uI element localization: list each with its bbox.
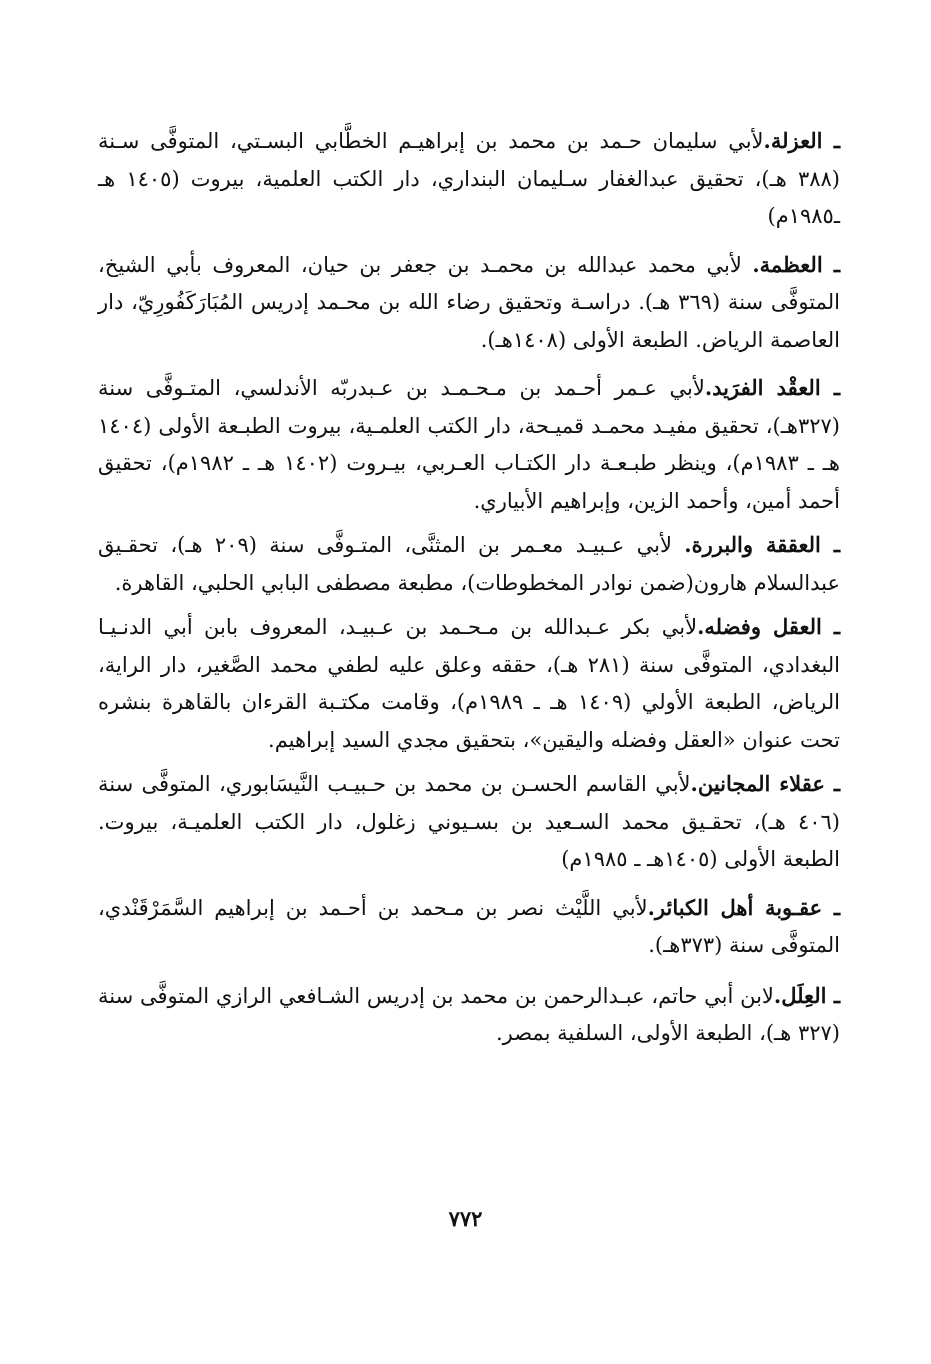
- bibliography-entry: [98, 608, 840, 759]
- entry-title: ـ العظمة.: [752, 251, 841, 277]
- entry-body: لابن أبي حاتم، عبـدالرحمن بن محمد بن إدريس الشـافعي الرازي المتوفَّى سنة (٣٢٧ هـ)، الطبعة الأولى، السلفية بمصر.: [98, 983, 840, 1045]
- bibliography-entry: [98, 889, 840, 965]
- entry-body: لأبي عـبيـد معـمر بن المثنَّى، المتـوفَّى سنة (٢٠٩ هـ)، تحقـيق عبدالسلام هارون(ضمن نوادر المخطوطات)، مطبعة مصطفى البابي الحلبي، القاهرة.: [98, 533, 840, 595]
- entry-body: لأبي بكر عـبدالله بن مـحـمد بن عـبيـد، المعروف بابن أبي الدنـيـا البغدادي، المتوفَّى سنة (٢٨١ هـ)، حققه وعلق عليه لطفي محمد الصَّغير، دار الراية، الرياض، الطبعة الأولي (١٤٠٩ هـ ـ ١٩٨٩م)، وقامت مكتـبة القرءان بالقاهرة بنشره تحت عنوان «العقل وفضله واليقين»، بتحقيق مجدي السيد إبراهيم.: [98, 615, 840, 752]
- page-number: ٧٧٢: [448, 1206, 483, 1231]
- bibliography-entry: [98, 765, 840, 879]
- bibliography-entry: [98, 526, 840, 602]
- entry-body: لأبي محمد عبدالله بن محمـد بن جعفر بن حيان، المعروف بأبي الشيخ، المتوفَّى سنة (٣٦٩ هـ). دراسـة وتحقيق رضاء الله بن محـمد إدريس المُبَارَكَفُورِيّ، دار العاصمة الرياض. الطبعة الأولى (١٤٠٨هـ).: [98, 252, 840, 352]
- entry-title: ـ العقْد الفرَيد.: [704, 375, 841, 400]
- entry-body: لأبي اللَّيْث نصر بن مـحمد بن أحـمد بن إبراهيم السَّمَرْقَنْدي، المتوفَّى سنة (٣٧٣هـ).: [98, 895, 840, 957]
- entry-title: ـ عقـوبة أهل الكبائر.: [647, 894, 840, 920]
- bibliography-entry: [98, 977, 840, 1053]
- entry-title: ـ العزلة.: [763, 128, 840, 153]
- entry-title: ـ العِلَل.: [773, 982, 840, 1008]
- bibliography-entries: [98, 122, 840, 1053]
- entry-body: لأبي القاسم الحسـن بن محمد بن حـبيـب النَّيسَابوري، المتوفَّى سنة (٤٠٦ هـ)، تحقـيق محمد السـعيد بن بسـيوني زغلول، دار الكتب العلميـة، بيروت. الطبعة الأولى (١٤٠٥هـ ـ ١٩٨٥م): [98, 772, 840, 871]
- entry-title: ـ عقلاء المجانين.: [690, 771, 840, 796]
- entry-body: لأبي عـمر أحـمد بن مـحـمـد بن عـبدربّه الأندلسي، المتـوفَّى سنة (٣٢٧هـ)، تحقيق مفيـد محمـد قميـحة، دار الكتب العلمـية، بيروت الطبـعة الأولى (١٤٠٤ هـ ـ ١٩٨٣م)، وينظر طبـعـة دار الكتـاب العـربي، بيـروت (١٤٠٢ هـ ـ ١٩٨٢م)، تحقيق أحمد أمين، وأحمد الزين، وإبراهيم الأبياري.: [98, 376, 841, 513]
- bibliography-entry: [98, 122, 840, 236]
- entry-title: ـ العققة والبررة.: [684, 532, 840, 557]
- entry-body: لأبي سليمان حـمد بن محمد بن إبراهيـم الخطَّابي البسـتي، المتوفَّى سـنة (٣٨٨ هـ)، تحقيق عبدالغفار سـليمان البنداري، دار الكتب العلمية، بيروت (١٤٠٥ هـ ـ١٩٨٥م): [98, 129, 840, 228]
- bibliography-entry: [98, 246, 840, 360]
- bibliography-entry: [98, 369, 840, 520]
- entry-title: ـ العقل وفضله.: [697, 614, 841, 639]
